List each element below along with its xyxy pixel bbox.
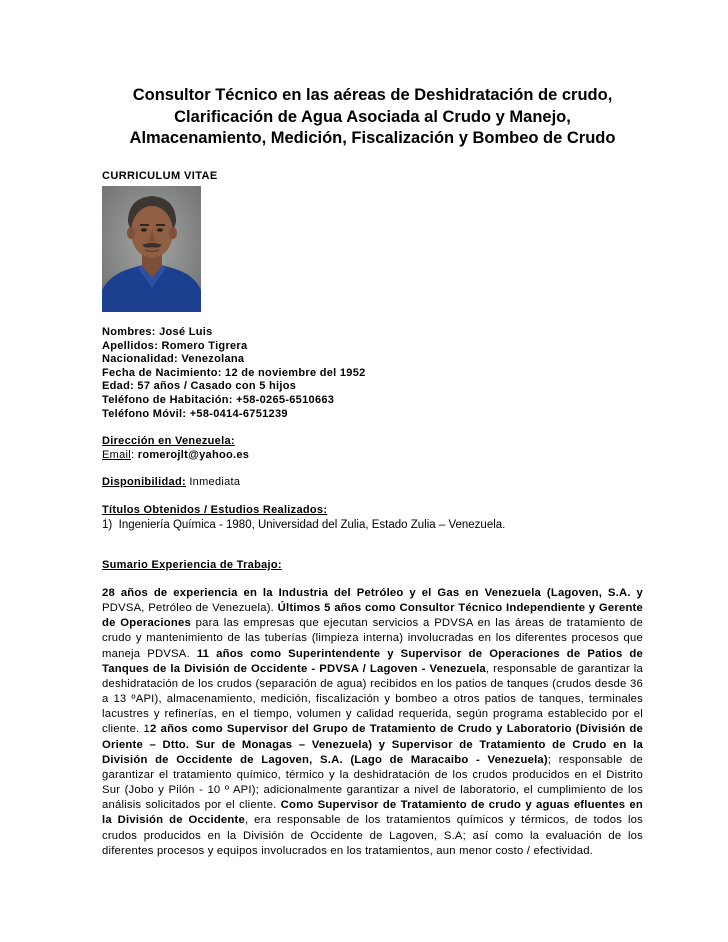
sumario-part-5: 11 años como Superintendente y Supervisor de Operaciones de Patios de Tanques de la División de Occidente - PDVSA / Lagoven - Venezuela (102, 647, 643, 675)
title-line-3: Almacenamiento, Medición, Fiscalización y Bombeo de Crudo (129, 129, 616, 147)
titulo-item-number: 1) (102, 519, 113, 531)
sumario-part-10: , era responsable de los tratamientos químicos y térmicos, de todos los crudos producidos en la División de Occidente de Lagoven, S.A; así como la evaluación de los diferentes procesos y equipos involucrados en los tratamientos, aun menor costo / efectividad. (102, 814, 643, 857)
telefono-habitacion: Teléfono de Habitación: +58-0265-6510663 (102, 393, 335, 406)
sumario-part-3: Últimos 5 años como Consultor Técnico Independiente y Gerente de Operaciones (102, 602, 643, 630)
sumario-paragraph (102, 586, 643, 859)
sumario-part-9: Como Supervisor de Tratamiento de crudo y aguas efluentes en la División de Occidente (102, 799, 643, 827)
sumario-part-6: , responsable de garantizar la deshidratación de los crudos (separación de agua) recibidos en los patios de tanques (crudos desde 36 a 13 ºAPI), almacenamiento, medición, fiscalización y bombeo a otros patios de tanques, terminales lacustres y refinerías, en el tiempo, volumen y calidad requerida, según programa establecido por el cliente. 1 (102, 662, 644, 736)
direccion-section (102, 434, 249, 462)
sumario-part-2: PDVSA, Petróleo de Venezuela). (102, 602, 278, 615)
sumario-part-4: para las empresas que ejecutan servicios a PDVSA en las áreas de tratamiento de crudo y mantenimiento de las tuberías (limpieza interna) involucradas en los diferentes procesos que maneja PDVSA. (102, 617, 644, 660)
direccion-heading: Dirección en Venezuela: (102, 435, 235, 447)
email-value[interactable]: romerojlt@yahoo.es (137, 449, 250, 461)
sumario-part-1: 28 años de experiencia en la Industria del Petróleo y el Gas en Venezuela (Lagoven, S.A. y (102, 587, 643, 599)
sumario-heading: Sumario Experiencia de Trabajo: (102, 559, 282, 571)
titulos-heading: Títulos Obtenidos / Estudios Realizados: (102, 504, 328, 516)
nacionalidad: Nacionalidad: Venezolana (102, 353, 245, 366)
telefono-movil: Teléfono Móvil: +58-0414-6751239 (102, 407, 288, 420)
email-line (102, 448, 249, 462)
email-label: Email (102, 449, 132, 461)
nombres: Nombres: José Luis (102, 326, 213, 338)
disponibilidad-label: Disponibilidad: (102, 476, 186, 488)
profile-photo (102, 186, 201, 312)
edad: Edad: 57 años / Casado con 5 hijos (102, 380, 297, 393)
personal-info (102, 326, 366, 421)
sumario-part-7: 2 años como Supervisor del Grupo de Tratamiento de Crudo y Laboratorio (División de Oriente – Dtto. Sur de Monagas – Venezuela) y Supervisor de Tratamiento de Crudo en la División de Occidente de Lagoven, S.A. (Lago de Maracaibo - Venezuela) (102, 723, 643, 766)
titulos-section (102, 503, 505, 533)
document-title (100, 85, 645, 150)
fecha-nacimiento: Fecha de Nacimiento: 12 de noviembre del 1952 (102, 366, 366, 379)
disponibilidad-section (102, 476, 240, 488)
email-separator: : (131, 449, 135, 461)
title-line-2: Clarificación de Agua Asociada al Crudo y Manejo, (174, 107, 571, 126)
disponibilidad-value: Inmediata (189, 476, 241, 488)
titulo-item (102, 518, 505, 533)
apellidos: Apellidos: Romero Tigrera (102, 339, 248, 352)
cv-heading: CURRICULUM VITAE (102, 170, 218, 182)
sumario-part-8: ; responsable de garantizar el tratamiento químico, térmico y la deshidratación de los crudos producidos en el Distrito Sur (Jobo y Pilón - 10 º API); adicionalmente garantizar a nivel de laboratorio, el cumplimiento de los análisis solicitados por el cliente. (102, 753, 643, 812)
titulo-item-text: Ingeniería Química - 1980, Universidad del Zulia, Estado Zulia – Venezuela. (118, 519, 506, 531)
title-line-1: Consultor Técnico en las aéreas de Deshidratación de crudo, (132, 86, 613, 104)
